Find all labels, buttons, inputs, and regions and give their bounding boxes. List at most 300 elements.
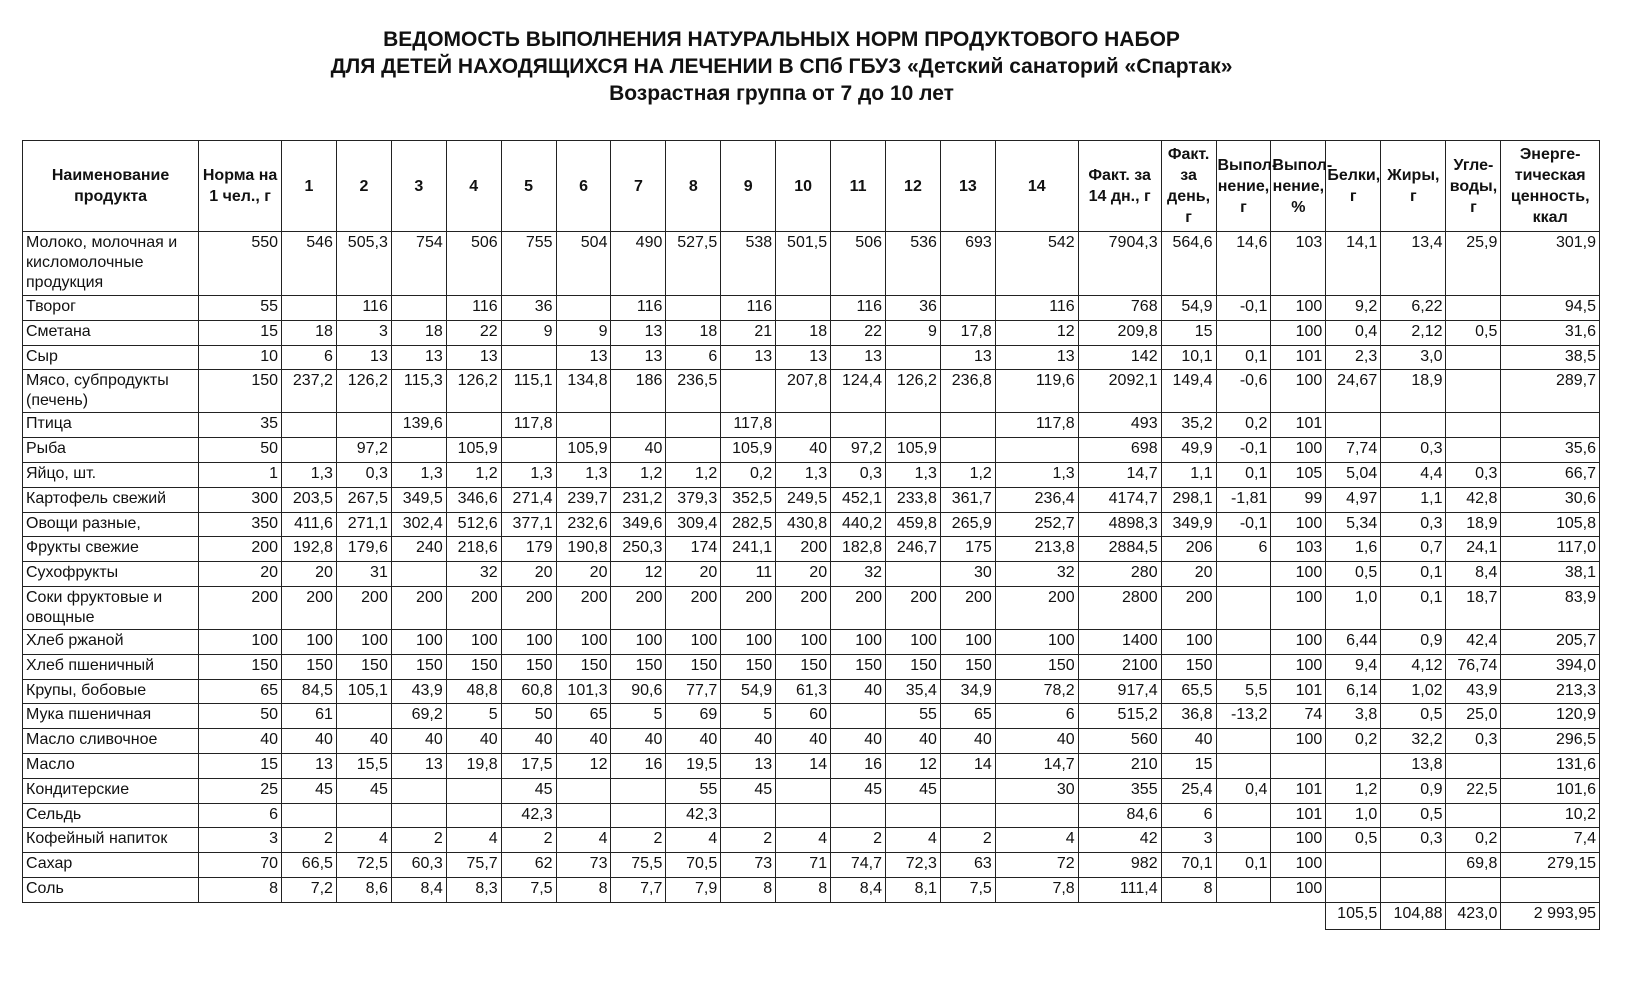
table-cell: 13: [391, 753, 446, 778]
table-cell: 2100: [1078, 654, 1161, 679]
table-cell: 22: [446, 320, 501, 345]
table-cell: 361,7: [940, 487, 995, 512]
table-cell: 42,4: [1446, 629, 1501, 654]
table-cell: 72: [995, 853, 1078, 878]
table-cell: 1,3: [501, 462, 556, 487]
column-header: Норма на 1 чел., г: [199, 141, 282, 232]
table-cell: 20: [666, 562, 721, 587]
table-cell: 32: [446, 562, 501, 587]
table-cell: 8: [199, 877, 282, 902]
table-cell: 101: [1271, 345, 1326, 370]
table-row: [23, 778, 1600, 803]
table-cell: 40: [776, 438, 831, 463]
table-cell: 2: [721, 828, 776, 853]
table-cell: 72,5: [336, 853, 391, 878]
table-cell: 35,4: [886, 679, 941, 704]
column-header: Факт. за день, г: [1161, 141, 1216, 232]
table-cell: 73: [721, 853, 776, 878]
column-header: 1: [282, 141, 337, 232]
table-cell: 231,2: [611, 487, 666, 512]
product-name: Сыр: [23, 345, 199, 370]
table-cell: [1216, 562, 1271, 587]
table-cell: 116: [831, 296, 886, 321]
table-row: [23, 462, 1600, 487]
column-header: 8: [666, 141, 721, 232]
table-row: [23, 232, 1600, 296]
table-cell: 18,9: [1381, 370, 1446, 413]
table-cell: [1446, 370, 1501, 413]
table-cell: 4,4: [1381, 462, 1446, 487]
table-cell: 150: [721, 654, 776, 679]
table-cell: 1,3: [391, 462, 446, 487]
table-cell: 9: [886, 320, 941, 345]
table-cell: 394,0: [1501, 654, 1600, 679]
table-cell: [886, 345, 941, 370]
table-cell: 100: [831, 629, 886, 654]
table-cell: 7,7: [611, 877, 666, 902]
table-cell: 12: [611, 562, 666, 587]
table-cell: 200: [886, 586, 941, 629]
table-cell: 15,5: [336, 753, 391, 778]
table-cell: 4: [886, 828, 941, 853]
table-cell: 16: [611, 753, 666, 778]
table-cell: 45: [282, 778, 337, 803]
table-row: [23, 512, 1600, 537]
column-header: Угле-воды, г: [1446, 141, 1501, 232]
table-cell: 22: [831, 320, 886, 345]
table-cell: 15: [1161, 753, 1216, 778]
table-cell: 7,5: [501, 877, 556, 902]
table-cell: 20: [199, 562, 282, 587]
table-cell: 40: [995, 729, 1078, 754]
table-cell: 40: [556, 729, 611, 754]
table-cell: 25,9: [1446, 232, 1501, 296]
table-cell: [446, 803, 501, 828]
table-cell: 150: [886, 654, 941, 679]
table-row: [23, 438, 1600, 463]
table-cell: [886, 803, 941, 828]
table-cell: 564,6: [1161, 232, 1216, 296]
table-cell: 200: [199, 586, 282, 629]
table-cell: 755: [501, 232, 556, 296]
table-cell: 355: [1078, 778, 1161, 803]
table-cell: 45: [721, 778, 776, 803]
table-cell: 40: [1161, 729, 1216, 754]
table-cell: 3,8: [1326, 704, 1381, 729]
table-cell: 100: [721, 629, 776, 654]
table-cell: 70,1: [1161, 853, 1216, 878]
table-cell: 209,8: [1078, 320, 1161, 345]
table-cell: 16: [831, 753, 886, 778]
table-cell: 13: [611, 345, 666, 370]
table-cell: 232,6: [556, 512, 611, 537]
table-cell: 10,1: [1161, 345, 1216, 370]
table-cell: 20: [282, 562, 337, 587]
table-cell: 6: [995, 704, 1078, 729]
table-cell: 0,5: [1326, 562, 1381, 587]
table-cell: 48,8: [446, 679, 501, 704]
table-cell: 66,7: [1501, 462, 1600, 487]
table-cell: 24,1: [1446, 537, 1501, 562]
table-cell: 309,4: [666, 512, 721, 537]
table-cell: 65: [556, 704, 611, 729]
table-cell: 271,4: [501, 487, 556, 512]
table-cell: [391, 438, 446, 463]
table-cell: [831, 413, 886, 438]
table-cell: 134,8: [556, 370, 611, 413]
table-cell: 0,2: [1446, 828, 1501, 853]
product-name: Масло: [23, 753, 199, 778]
column-header: Наименование продукта: [23, 141, 199, 232]
table-cell: 100: [1161, 629, 1216, 654]
product-name: Творог: [23, 296, 199, 321]
table-cell: 105,9: [556, 438, 611, 463]
table-cell: 279,15: [1501, 853, 1600, 878]
table-cell: [336, 803, 391, 828]
table-cell: 250,3: [611, 537, 666, 562]
table-cell: [1381, 877, 1446, 902]
table-cell: 0,3: [1381, 512, 1446, 537]
table-cell: [940, 778, 995, 803]
column-header: 12: [886, 141, 941, 232]
table-cell: 18: [391, 320, 446, 345]
table-cell: 15: [199, 753, 282, 778]
table-cell: 40: [391, 729, 446, 754]
table-cell: 236,8: [940, 370, 995, 413]
table-cell: 55: [199, 296, 282, 321]
table-cell: [666, 438, 721, 463]
product-name: Яйцо, шт.: [23, 462, 199, 487]
table-cell: 490: [611, 232, 666, 296]
table-cell: 236,4: [995, 487, 1078, 512]
table-cell: 241,1: [721, 537, 776, 562]
table-cell: 75,7: [446, 853, 501, 878]
table-cell: 126,2: [886, 370, 941, 413]
table-cell: 20: [556, 562, 611, 587]
table-cell: 63: [940, 853, 995, 878]
table-cell: 4: [995, 828, 1078, 853]
table-cell: 218,6: [446, 537, 501, 562]
table-cell: 101: [1271, 803, 1326, 828]
table-cell: 190,8: [556, 537, 611, 562]
table-cell: [995, 803, 1078, 828]
table-cell: 10,2: [1501, 803, 1600, 828]
table-cell: 84,5: [282, 679, 337, 704]
table-cell: 117,8: [721, 413, 776, 438]
table-cell: [776, 413, 831, 438]
table-cell: 115,3: [391, 370, 446, 413]
table-cell: 100: [940, 629, 995, 654]
table-cell: 150: [199, 654, 282, 679]
table-cell: 43,9: [391, 679, 446, 704]
table-cell: 100: [1271, 512, 1326, 537]
table-cell: 38,5: [1501, 345, 1600, 370]
table-cell: 179,6: [336, 537, 391, 562]
table-cell: -0,1: [1216, 512, 1271, 537]
table-cell: 246,7: [886, 537, 941, 562]
table-cell: 100: [1271, 438, 1326, 463]
table-cell: 265,9: [940, 512, 995, 537]
table-cell: 768: [1078, 296, 1161, 321]
norms-table: [22, 140, 1600, 930]
table-cell: 100: [995, 629, 1078, 654]
table-cell: 7904,3: [1078, 232, 1161, 296]
table-cell: [831, 803, 886, 828]
table-cell: 84,6: [1078, 803, 1161, 828]
table-cell: 25,4: [1161, 778, 1216, 803]
table-cell: [556, 296, 611, 321]
table-cell: 207,8: [776, 370, 831, 413]
table-cell: 45: [336, 778, 391, 803]
table-cell: 100: [1271, 586, 1326, 629]
table-cell: 14,7: [1078, 462, 1161, 487]
table-cell: 5: [721, 704, 776, 729]
table-cell: 13: [391, 345, 446, 370]
table-cell: [446, 778, 501, 803]
table-cell: 49,9: [1161, 438, 1216, 463]
table-cell: 100: [1271, 729, 1326, 754]
table-cell: 693: [940, 232, 995, 296]
table-cell: [721, 370, 776, 413]
table-cell: 62: [501, 853, 556, 878]
table-cell: 54,9: [721, 679, 776, 704]
table-cell: 192,8: [282, 537, 337, 562]
table-cell: [391, 778, 446, 803]
table-cell: 8,3: [446, 877, 501, 902]
table-row: [23, 654, 1600, 679]
table-cell: 8: [721, 877, 776, 902]
table-cell: 55: [666, 778, 721, 803]
table-cell: 13: [995, 345, 1078, 370]
column-header: 14: [995, 141, 1078, 232]
table-cell: [1446, 753, 1501, 778]
table-cell: -0,6: [1216, 370, 1271, 413]
table-cell: 10: [199, 345, 282, 370]
table-cell: 42,3: [501, 803, 556, 828]
table-cell: 30,6: [1501, 487, 1600, 512]
table-cell: 50: [199, 704, 282, 729]
table-cell: [391, 562, 446, 587]
table-cell: 2: [611, 828, 666, 853]
table-cell: 83,9: [1501, 586, 1600, 629]
table-cell: 100: [666, 629, 721, 654]
table-cell: 267,5: [336, 487, 391, 512]
table-cell: [1501, 413, 1600, 438]
table-cell: [666, 296, 721, 321]
table-cell: 5: [611, 704, 666, 729]
table-cell: 74: [1271, 704, 1326, 729]
column-header: Жиры, г: [1381, 141, 1446, 232]
table-cell: 100: [446, 629, 501, 654]
total-cell: 104,88: [1381, 902, 1446, 929]
table-cell: 105,9: [886, 438, 941, 463]
product-name: Сахар: [23, 853, 199, 878]
table-cell: 50: [199, 438, 282, 463]
table-cell: 1: [199, 462, 282, 487]
table-cell: 40: [666, 729, 721, 754]
table-cell: 346,6: [446, 487, 501, 512]
table-cell: 289,7: [1501, 370, 1600, 413]
table-cell: 117,8: [995, 413, 1078, 438]
table-cell: [1216, 654, 1271, 679]
table-cell: 72,3: [886, 853, 941, 878]
table-cell: 349,5: [391, 487, 446, 512]
table-cell: 493: [1078, 413, 1161, 438]
column-header: Выпол-нение, %: [1271, 141, 1326, 232]
table-cell: 42,8: [1446, 487, 1501, 512]
table-cell: 7,9: [666, 877, 721, 902]
table-cell: 117,8: [501, 413, 556, 438]
table-cell: [611, 413, 666, 438]
table-cell: 19,8: [446, 753, 501, 778]
table-cell: 0,9: [1381, 778, 1446, 803]
table-cell: [1381, 853, 1446, 878]
table-cell: 65,5: [1161, 679, 1216, 704]
table-cell: 14: [940, 753, 995, 778]
table-cell: [1501, 877, 1600, 902]
table-cell: [556, 778, 611, 803]
table-cell: 7,2: [282, 877, 337, 902]
table-cell: 2: [940, 828, 995, 853]
table-cell: 100: [1271, 828, 1326, 853]
table-cell: 8,6: [336, 877, 391, 902]
table-cell: 32: [995, 562, 1078, 587]
table-cell: [1446, 438, 1501, 463]
total-cell: 2 993,95: [1501, 902, 1600, 929]
column-header: Выпол-нение, г: [1216, 141, 1271, 232]
table-cell: 7,4: [1501, 828, 1600, 853]
table-cell: 150: [556, 654, 611, 679]
table-cell: 43,9: [1446, 679, 1501, 704]
table-cell: 0,3: [1446, 462, 1501, 487]
table-cell: 18,9: [1446, 512, 1501, 537]
table-cell: 74,7: [831, 853, 886, 878]
table-cell: 35,6: [1501, 438, 1600, 463]
column-header: 4: [446, 141, 501, 232]
table-cell: 18: [282, 320, 337, 345]
table-cell: 61: [282, 704, 337, 729]
table-cell: 0,1: [1216, 462, 1271, 487]
table-cell: 2: [831, 828, 886, 853]
table-cell: 296,5: [1501, 729, 1600, 754]
table-cell: 1,2: [666, 462, 721, 487]
table-cell: 25: [199, 778, 282, 803]
table-cell: -0,1: [1216, 438, 1271, 463]
table-row: [23, 413, 1600, 438]
table-cell: 100: [1271, 877, 1326, 902]
table-cell: 0,1: [1381, 586, 1446, 629]
table-cell: 2884,5: [1078, 537, 1161, 562]
table-cell: 66,5: [282, 853, 337, 878]
table-cell: 36: [501, 296, 556, 321]
table-cell: 13: [282, 753, 337, 778]
product-name: Кофейный напиток: [23, 828, 199, 853]
table-cell: 200: [391, 586, 446, 629]
table-cell: 105,9: [721, 438, 776, 463]
table-cell: 200: [776, 537, 831, 562]
table-cell: 65: [940, 704, 995, 729]
table-cell: 18: [666, 320, 721, 345]
table-cell: 14,7: [995, 753, 1078, 778]
table-cell: 179: [501, 537, 556, 562]
table-cell: 536: [886, 232, 941, 296]
table-cell: 13: [556, 345, 611, 370]
table-cell: 69: [666, 704, 721, 729]
table-cell: 40: [199, 729, 282, 754]
table-cell: 100: [1271, 370, 1326, 413]
column-header: 7: [611, 141, 666, 232]
table-cell: 60: [776, 704, 831, 729]
table-cell: 11: [721, 562, 776, 587]
table-cell: 116: [995, 296, 1078, 321]
table-cell: 115,1: [501, 370, 556, 413]
table-cell: 9,4: [1326, 654, 1381, 679]
product-name: Сметана: [23, 320, 199, 345]
table-cell: 0,7: [1381, 537, 1446, 562]
table-cell: 149,4: [1161, 370, 1216, 413]
table-cell: 13: [776, 345, 831, 370]
table-header-row: [23, 141, 1600, 232]
table-cell: 116: [611, 296, 666, 321]
title-line-1: ВЕДОМОСТЬ ВЫПОЛНЕНИЯ НАТУРАЛЬНЫХ НОРМ ПРОДУКТОВОГО НАБОР: [383, 28, 1180, 51]
table-cell: 4: [336, 828, 391, 853]
table-cell: 4: [776, 828, 831, 853]
table-cell: 1,0: [1326, 586, 1381, 629]
table-cell: 32,2: [1381, 729, 1446, 754]
table-cell: 271,1: [336, 512, 391, 537]
table-cell: 379,3: [666, 487, 721, 512]
table-cell: 350: [199, 512, 282, 537]
table-cell: 13: [831, 345, 886, 370]
table-cell: 213,3: [1501, 679, 1600, 704]
table-row: [23, 586, 1600, 629]
table-cell: 8,1: [886, 877, 941, 902]
table-cell: 1,2: [940, 462, 995, 487]
table-cell: 186: [611, 370, 666, 413]
table-cell: 200: [336, 586, 391, 629]
table-cell: 237,2: [282, 370, 337, 413]
table-cell: 301,9: [1501, 232, 1600, 296]
table-cell: 512,6: [446, 512, 501, 537]
table-cell: 40: [611, 438, 666, 463]
table-cell: 100: [1271, 562, 1326, 587]
table-cell: [1326, 753, 1381, 778]
table-cell: 200: [611, 586, 666, 629]
table-cell: 213,8: [995, 537, 1078, 562]
table-cell: 12: [886, 753, 941, 778]
table-cell: 97,2: [336, 438, 391, 463]
table-cell: 4: [556, 828, 611, 853]
table-cell: 4174,7: [1078, 487, 1161, 512]
table-cell: 377,1: [501, 512, 556, 537]
table-cell: 150: [501, 654, 556, 679]
table-cell: 5,5: [1216, 679, 1271, 704]
product-name: Соки фруктовые и овощные: [23, 586, 199, 629]
table-row: [23, 853, 1600, 878]
table-cell: 40: [501, 729, 556, 754]
table-cell: 0,2: [1216, 413, 1271, 438]
product-name: Птица: [23, 413, 199, 438]
table-cell: [1271, 753, 1326, 778]
table-cell: 150: [776, 654, 831, 679]
table-cell: [1446, 345, 1501, 370]
table-cell: 25,0: [1446, 704, 1501, 729]
table-cell: 65: [199, 679, 282, 704]
table-cell: 200: [666, 586, 721, 629]
table-cell: 6: [199, 803, 282, 828]
table-cell: 40: [721, 729, 776, 754]
table-cell: 105: [1271, 462, 1326, 487]
